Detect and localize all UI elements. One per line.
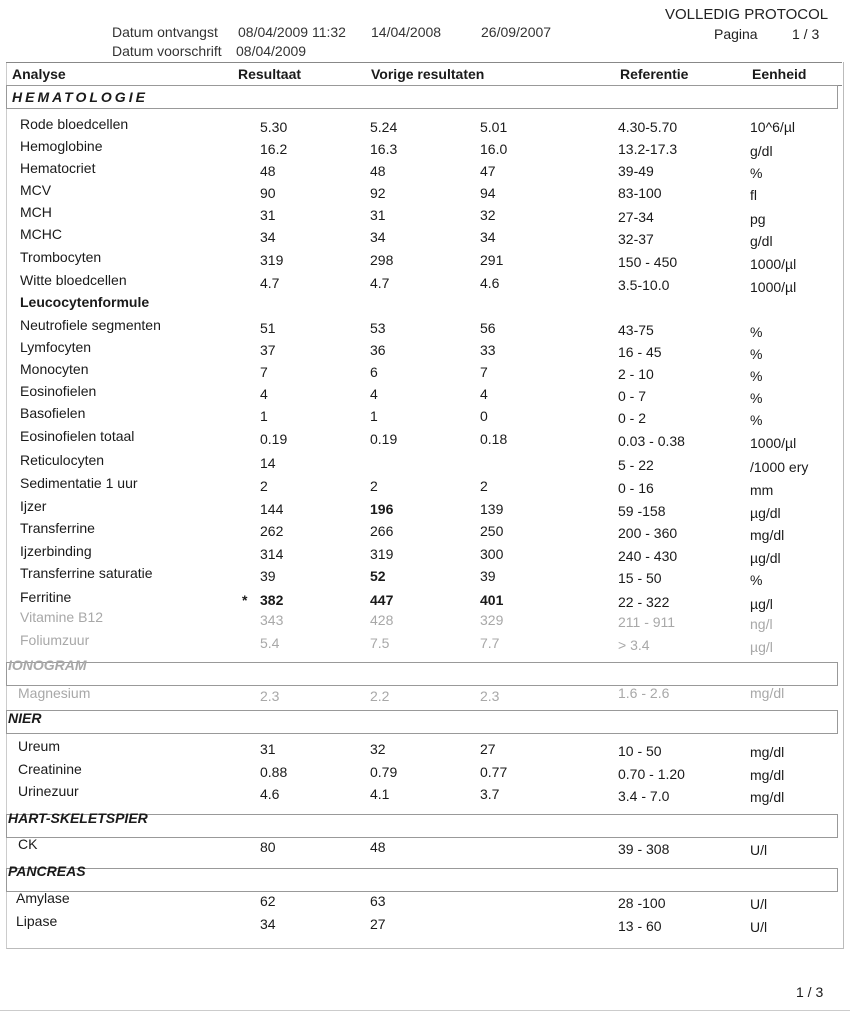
- result-value: 34: [260, 916, 276, 932]
- result-value: 262: [260, 523, 284, 539]
- unit: 1000/µl: [750, 256, 797, 272]
- result-value: 51: [260, 320, 276, 336]
- previous-result-1: 266: [370, 523, 394, 539]
- reference-range: 240 - 430: [618, 548, 678, 564]
- previous-result-2: 7.7: [480, 635, 500, 651]
- previous-result-1: 48: [370, 839, 386, 855]
- reference-range: 0.70 - 1.20: [618, 766, 685, 782]
- analysis-name: Hematocriet: [20, 160, 96, 176]
- reference-range: 13.2-17.3: [618, 141, 678, 157]
- analysis-name: Amylase: [16, 890, 70, 906]
- analysis-name: MCV: [20, 182, 52, 198]
- datum-ontvangst-label: Datum ontvangst: [112, 24, 218, 40]
- analysis-name: Reticulocyten: [20, 452, 105, 468]
- analysis-name: Ijzer: [20, 498, 47, 514]
- unit: pg: [750, 211, 766, 227]
- analysis-name: Magnesium: [18, 685, 91, 701]
- previous-result-1: 36: [370, 342, 386, 358]
- result-value: 5.30: [260, 119, 288, 135]
- reference-range: 43-75: [618, 322, 654, 338]
- column-resultaat: Resultaat: [238, 66, 302, 82]
- previous-result-1: 27: [370, 916, 386, 932]
- unit: mg/dl: [750, 685, 785, 701]
- previous-result-1: 1: [370, 408, 378, 424]
- previous-result-1: 0.79: [370, 764, 398, 780]
- datum-voorschrift-value: 08/04/2009: [236, 43, 307, 59]
- analysis-name: Transferrine: [20, 520, 95, 536]
- column-eenheid: Eenheid: [752, 66, 807, 82]
- analysis-name: Trombocyten: [20, 249, 102, 265]
- previous-result-2: 2.3: [480, 688, 500, 704]
- previous-date-2: 26/09/2007: [481, 24, 552, 40]
- result-value: 39: [260, 568, 276, 584]
- previous-result-2: 250: [480, 523, 504, 539]
- analysis-name: Transferrine saturatie: [20, 565, 153, 581]
- previous-result-2: 7: [480, 364, 488, 380]
- unit: µg/dl: [750, 505, 781, 521]
- previous-result-1: 4.7: [370, 275, 390, 291]
- reference-range: 10 - 50: [618, 743, 662, 759]
- reference-range: 0 - 7: [618, 388, 647, 404]
- unit: mg/dl: [750, 767, 785, 783]
- analysis-name: Monocyten: [20, 361, 89, 377]
- section-ionogram: IONOGRAM: [8, 657, 87, 673]
- previous-result-1: 196: [370, 501, 394, 517]
- reference-range: 0.03 - 0.38: [618, 433, 685, 449]
- unit: %: [750, 390, 763, 406]
- previous-result-1: 53: [370, 320, 386, 336]
- analysis-name: Lipase: [16, 913, 58, 929]
- analysis-name: MCH: [20, 204, 52, 220]
- unit: /1000 ery: [750, 459, 809, 475]
- previous-result-1: 447: [370, 592, 394, 608]
- analysis-name: Lymfocyten: [20, 339, 92, 355]
- analysis-name: Ferritine: [20, 589, 72, 605]
- result-value: 1: [260, 408, 268, 424]
- previous-result-2: 0: [480, 408, 488, 424]
- analysis-name: Ijzerbinding: [20, 543, 92, 559]
- analysis-name: Hemoglobine: [20, 138, 103, 154]
- previous-result-1: 92: [370, 185, 386, 201]
- previous-result-2: 94: [480, 185, 496, 201]
- unit: µg/l: [750, 596, 773, 612]
- analysis-name: Sedimentatie 1 uur: [20, 475, 138, 491]
- previous-result-2: 4.6: [480, 275, 500, 291]
- unit: mg/dl: [750, 744, 785, 760]
- previous-result-2: 0.18: [480, 431, 508, 447]
- previous-result-1: 31: [370, 207, 386, 223]
- unit: U/l: [750, 919, 768, 935]
- result-value: 48: [260, 163, 276, 179]
- previous-result-1: 48: [370, 163, 386, 179]
- result-value: 4.7: [260, 275, 280, 291]
- previous-result-2: 300: [480, 546, 504, 562]
- reference-range: 39 - 308: [618, 841, 670, 857]
- result-value: 16.2: [260, 141, 288, 157]
- analysis-name: MCHC: [20, 226, 62, 242]
- unit: %: [750, 412, 763, 428]
- previous-result-2: 32: [480, 207, 496, 223]
- section-nier: NIER: [8, 710, 42, 726]
- reference-range: 211 - 911: [618, 614, 676, 630]
- previous-result-1: 32: [370, 741, 386, 757]
- analysis-name: Creatinine: [18, 761, 82, 777]
- result-value: 4: [260, 386, 268, 402]
- section-box-pancreas: [6, 868, 838, 892]
- analysis-name: Witte bloedcellen: [20, 272, 127, 288]
- reference-range: 32-37: [618, 231, 654, 247]
- unit: %: [750, 346, 763, 362]
- result-value: 4.6: [260, 786, 280, 802]
- reference-range: > 3.4: [618, 637, 650, 653]
- result-value: 0.19: [260, 431, 288, 447]
- section-box-ionogram: [6, 662, 838, 686]
- unit: 1000/µl: [750, 279, 797, 295]
- previous-result-2: 139: [480, 501, 504, 517]
- previous-result-1: 2.2: [370, 688, 390, 704]
- unit: %: [750, 368, 763, 384]
- previous-result-2: 47: [480, 163, 496, 179]
- previous-result-2: 291: [480, 252, 504, 268]
- unit: 1000/µl: [750, 435, 797, 451]
- previous-result-1: 298: [370, 252, 394, 268]
- reference-range: 16 - 45: [618, 344, 662, 360]
- previous-result-2: 0.77: [480, 764, 508, 780]
- result-value: 90: [260, 185, 276, 201]
- reference-range: 39-49: [618, 163, 654, 179]
- page-label: Pagina: [714, 26, 758, 42]
- result-value: 2.3: [260, 688, 280, 704]
- previous-result-1: 4.1: [370, 786, 390, 802]
- previous-date-1: 14/04/2008: [371, 24, 442, 40]
- result-value: 382: [260, 592, 284, 608]
- previous-result-2: 3.7: [480, 786, 500, 802]
- reference-range: 0 - 16: [618, 480, 654, 496]
- reference-range: 28 -100: [618, 895, 666, 911]
- previous-result-2: 39: [480, 568, 496, 584]
- reference-range: 4.30-5.70: [618, 119, 678, 135]
- unit: ng/l: [750, 616, 773, 632]
- unit: mm: [750, 482, 774, 498]
- unit: %: [750, 165, 763, 181]
- abnormal-flag: *: [242, 592, 248, 608]
- reference-range: 200 - 360: [618, 525, 678, 541]
- previous-result-2: 4: [480, 386, 488, 402]
- analysis-name: Urinezuur: [18, 783, 79, 799]
- previous-result-2: 2: [480, 478, 488, 494]
- section-hart-skeletspier: HART-SKELETSPIER: [8, 810, 148, 826]
- unit: U/l: [750, 842, 768, 858]
- result-value: 31: [260, 207, 276, 223]
- unit: mg/dl: [750, 789, 785, 805]
- reference-range: 1.6 - 2.6: [618, 685, 670, 701]
- unit: U/l: [750, 896, 768, 912]
- result-value: 37: [260, 342, 276, 358]
- previous-result-1: 4: [370, 386, 378, 402]
- result-value: 319: [260, 252, 284, 268]
- previous-result-1: 52: [370, 568, 386, 584]
- previous-result-2: 34: [480, 229, 496, 245]
- bottom-divider: [0, 1010, 850, 1011]
- previous-result-2: 33: [480, 342, 496, 358]
- previous-result-2: 329: [480, 612, 504, 628]
- reference-range: 15 - 50: [618, 570, 662, 586]
- unit: g/dl: [750, 233, 773, 249]
- unit: %: [750, 324, 763, 340]
- previous-result-1: 2: [370, 478, 378, 494]
- previous-result-1: 428: [370, 612, 394, 628]
- result-value: 62: [260, 893, 276, 909]
- previous-result-1: 0.19: [370, 431, 398, 447]
- previous-result-1: 5.24: [370, 119, 398, 135]
- result-value: 144: [260, 501, 284, 517]
- previous-result-2: 56: [480, 320, 496, 336]
- unit: µg/dl: [750, 550, 781, 566]
- reference-range: 5 - 22: [618, 457, 654, 473]
- previous-result-1: 63: [370, 893, 386, 909]
- unit: g/dl: [750, 143, 773, 159]
- column-referentie: Referentie: [620, 66, 689, 82]
- datum-voorschrift-label: Datum voorschrift: [112, 43, 222, 59]
- result-value: 2: [260, 478, 268, 494]
- section-box-nier: [6, 710, 838, 734]
- result-value: 14: [260, 455, 276, 471]
- analysis-name: Basofielen: [20, 405, 86, 421]
- previous-result-1: 7.5: [370, 635, 390, 651]
- section-pancreas: PANCREAS: [8, 863, 86, 879]
- reference-range: 0 - 2: [618, 410, 647, 426]
- result-value: 314: [260, 546, 284, 562]
- datum-ontvangst-value: 08/04/2009 11:32: [238, 24, 346, 40]
- result-value: 0.88: [260, 764, 288, 780]
- unit: fl: [750, 187, 757, 203]
- previous-result-2: 27: [480, 741, 496, 757]
- analysis-name: Foliumzuur: [20, 632, 90, 648]
- analysis-name: Rode bloedcellen: [20, 116, 129, 132]
- reference-range: 59 -158: [618, 503, 666, 519]
- previous-result-1: 319: [370, 546, 394, 562]
- reference-range: 13 - 60: [618, 918, 662, 934]
- previous-result-2: 401: [480, 592, 504, 608]
- analysis-name: CK: [18, 836, 38, 852]
- column-vorige-resultaten: Vorige resultaten: [371, 66, 485, 82]
- result-value: 80: [260, 839, 276, 855]
- analysis-name: Eosinofielen: [20, 383, 97, 399]
- reference-range: 83-100: [618, 185, 662, 201]
- analysis-name: Eosinofielen totaal: [20, 428, 135, 444]
- previous-result-1: 16.3: [370, 141, 398, 157]
- result-value: 34: [260, 229, 276, 245]
- footer-page-number: 1 / 3: [796, 984, 824, 1000]
- previous-result-2: 5.01: [480, 119, 508, 135]
- analysis-name: Ureum: [18, 738, 61, 754]
- unit: %: [750, 572, 763, 588]
- result-value: 31: [260, 741, 276, 757]
- protocol-title: VOLLEDIG PROTOCOL: [665, 6, 829, 23]
- leucocytenformule-label: Leucocytenformule: [20, 294, 150, 310]
- result-value: 7: [260, 364, 268, 380]
- unit: 10^6/µl: [750, 119, 795, 135]
- result-value: 5.4: [260, 635, 280, 651]
- reference-range: 150 - 450: [618, 254, 678, 270]
- analysis-name: Neutrofiele segmenten: [20, 317, 161, 333]
- reference-range: 3.4 - 7.0: [618, 788, 670, 804]
- previous-result-2: 16.0: [480, 141, 508, 157]
- reference-range: 22 - 322: [618, 594, 670, 610]
- section-hematologie: HEMATOLOGIE: [12, 89, 148, 105]
- previous-result-1: 6: [370, 364, 378, 380]
- page-number: 1 / 3: [792, 26, 820, 42]
- unit: µg/l: [750, 639, 773, 655]
- reference-range: 2 - 10: [618, 366, 654, 382]
- result-value: 343: [260, 612, 284, 628]
- reference-range: 27-34: [618, 209, 654, 225]
- previous-result-1: 34: [370, 229, 386, 245]
- reference-range: 3.5-10.0: [618, 277, 670, 293]
- analysis-name: Vitamine B12: [20, 609, 104, 625]
- column-analyse: Analyse: [12, 66, 66, 82]
- unit: mg/dl: [750, 527, 785, 543]
